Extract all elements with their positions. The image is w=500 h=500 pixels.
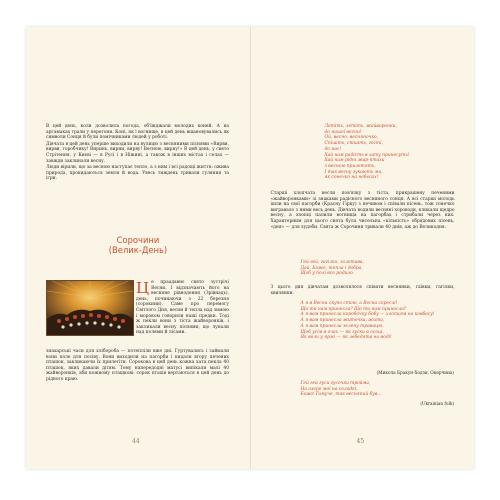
poem-line: як сонечко на небесах!	[324, 175, 379, 181]
poem-line: Гей гей гуси гусочки тройма,	[300, 381, 371, 386]
section-title	[26, 235, 250, 255]
body-right-column	[136, 280, 229, 336]
poem-line: Щоб усім в очах — як гуски в осоці,	[300, 329, 384, 335]
poem-block	[301, 301, 435, 341]
poem-attribution: (Микола Бракун-Ходзи, Окерчина)	[376, 370, 454, 375]
poem-line: А я вам принесла житечка, жита,	[300, 318, 385, 324]
body-text	[271, 191, 455, 230]
right-page	[251, 27, 475, 469]
body-paragraph: знахарські часи для хлібороба — потепліли вже дні. Гуртувались і займали вони поле для посіву. Вони виходили на пагорби і кидали вгору печених пташок, закликаючи їх прилетіти. Сорокова в цей день кожна хата пекла 40 пташок, яких давали дітям. Тому напередодні матусі випікали малі 40 жайворонків, аби кожному пташкові: сорок птахів вертаються в цей день до рідного краю.	[46, 349, 229, 382]
poem-line: Щоб у полі все родило.	[300, 271, 355, 277]
poem-attribution: (Ukrainian folk)	[420, 401, 454, 406]
poem-line: Хай нам радість в хату принесуть!	[324, 152, 410, 158]
page-number: 45	[356, 438, 365, 445]
poem-line: Ой, весно, весняночко,	[324, 135, 378, 141]
body-full-text	[46, 349, 229, 383]
poem-line: І так весну гукають ми,	[324, 169, 383, 175]
section-title-line1: Сорочини	[116, 235, 160, 245]
drop-cap: Ц	[136, 279, 150, 297]
poem-line: Летіть, летіть, жайворонки,	[324, 124, 397, 129]
poem-block	[325, 124, 410, 181]
folk-art-illustration	[46, 280, 134, 336]
poem-block	[301, 260, 364, 277]
poem-line: до нашої весни!	[324, 129, 362, 135]
left-page	[26, 27, 251, 469]
body-right-text: е праадавнє свято зустрічі Весни. І відзначають його на весняне рівнодення (Зрівнадь), день, починаючи з 22 березня (сорокини). Саме про перемогу Світлого Дня, весни й тепла над зимою і мороком говорили наші предки. Тоді ж пекли вони з тіста жайворонків, і закликали весну піснями, що лунали над полями й лісами.	[136, 280, 229, 336]
intro-text	[46, 124, 229, 182]
poem-line: Хай нам рідні жар-птахи	[324, 158, 385, 164]
poem-line: до нас!	[324, 146, 342, 152]
poem-line: Боже Тимуче, так весняний був...	[300, 392, 382, 398]
poem-line: А я в Весни скупо стою, а Весна скреслі!	[300, 301, 398, 306]
poem-line: Що ти нам принесла? Що ти нам принесла?	[300, 306, 407, 312]
body-paragraph: З цього дня дівчатам дозволялося співати веснянки, гаївки, гагілки, хвилянки.	[270, 285, 455, 296]
poem-line: з весною прилетять,	[324, 163, 376, 169]
poem-line: Як воли у ярмі — як лебедята на воді!	[300, 335, 392, 341]
section-title-line2: (Велик-День)	[108, 245, 168, 255]
poem-line: На озеро мої на солодкі,	[300, 386, 358, 392]
poem-line: Дай, Боже, тепла і добра,	[300, 265, 363, 271]
illustration-graphic	[47, 281, 133, 335]
intro-paragraph: Люди вірили, що за весною наступає тепло, а з ним і всі радощі життя: ожива природа, прокидаються земля й вода. Увесь тиждень тривали гуляння та ігри.	[46, 165, 229, 182]
poem-line: Гей-гей, гагілко, золотава,	[300, 260, 364, 265]
intro-paragraph: Дівчата в цей день уперше виходили на вулицю з весняними піснями «Вирви, вирви, горобчику! Виринь, вирни, вирву! Весною, вирну!» В цей день, у свято Стрітення, у Києві — в Русі і в Ніжині, а також в інших містах і селах — завжди заклинали весну.	[46, 141, 229, 164]
poem-block	[301, 381, 382, 398]
poem-line: А я вам принесла зелену травицю,	[300, 323, 384, 329]
body-paragraph: Старші хлопчата несли пов'язку з тіста, прикрашену печеними «жайворонками» зі знаками радісного весняного сонця. А всі старші молодь ішли на свої пагорби (Красну Гірку) з печивом і співали пісень, тож сонечко вигравало з ними весь день. Дівчата водили весняні хороводи, кликали щедро весну, а хлопці палили вогнища на пагорбах і стрибали через них. Характерним для цього свята була чисельна «кількість» обрядових пісень, «дня» — для худоби. Свята ж Сорочини тривали 40 днів, аж до Великодня.	[270, 191, 455, 230]
book-spread	[26, 27, 474, 469]
body-text	[271, 285, 455, 296]
page-number: 44	[132, 438, 140, 445]
intro-paragraph: В цей день, коли дозволила погода, об'їжджали молодих коней. А на аргамаках грали у перегони. Коні, як і вогнище, в цей день вшановувались як символи Сонця й були помічниками людей у роботі.	[46, 124, 229, 141]
poem-line: А я вам принесла коробочку бобу — хлопцям на ковбасу!	[300, 312, 435, 318]
poem-line: Спішіть, спішіть, гості,	[324, 141, 383, 147]
